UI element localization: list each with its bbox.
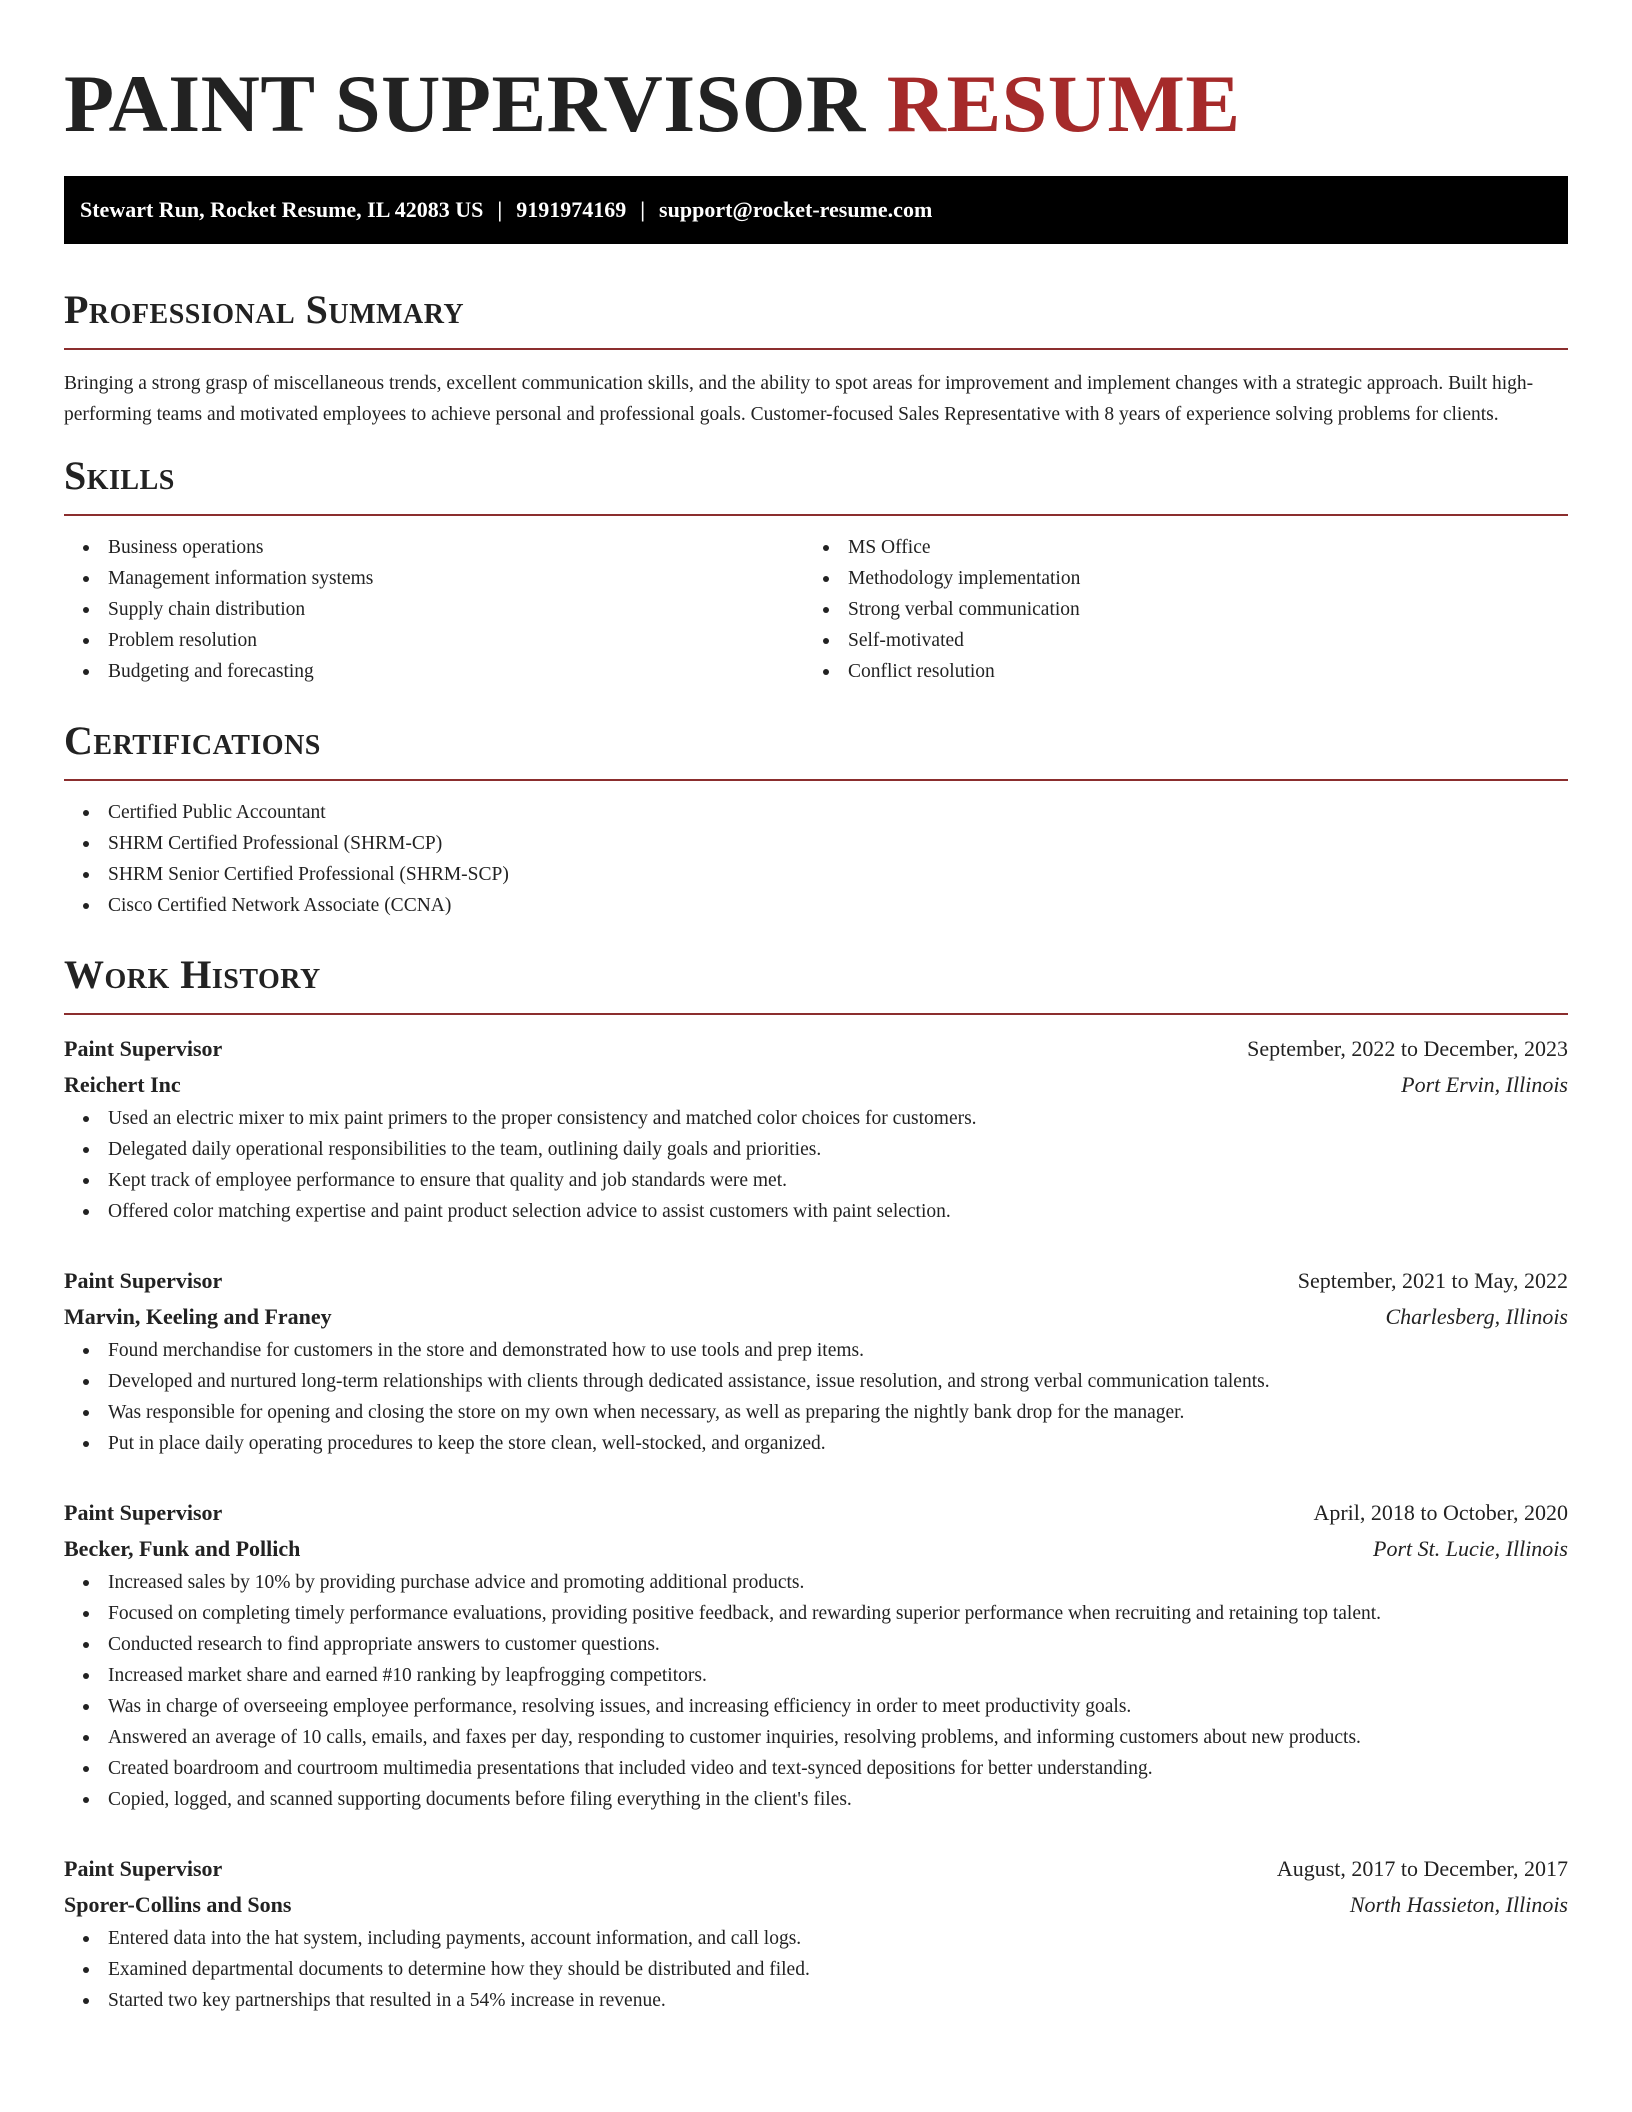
job-company: Marvin, Keeling and Franey xyxy=(64,1304,332,1329)
job-bullet: Created boardroom and courtroom multimedia presentations that included video and text-synced depositions for better understanding. xyxy=(64,1753,1568,1784)
certification-item: SHRM Certified Professional (SHRM-CP) xyxy=(64,828,1568,859)
contact-bar xyxy=(64,176,1568,244)
contact-address: Stewart Run, Rocket Resume, IL 42083 US xyxy=(80,197,484,222)
job-bullet: Found merchandise for customers in the store and demonstrated how to use tools and prep items. xyxy=(64,1335,1568,1366)
job-header-row xyxy=(64,1031,1568,1067)
skill-item: Supply chain distribution xyxy=(64,594,804,625)
section-divider xyxy=(64,1013,1568,1015)
job-subheader-row xyxy=(64,1299,1568,1335)
job-dates: September, 2021 to May, 2022 xyxy=(1297,1268,1568,1293)
summary-section xyxy=(64,286,1568,430)
skill-item: Strong verbal communication xyxy=(804,594,1544,625)
job-title: Paint Supervisor xyxy=(64,1856,223,1881)
job-header-row xyxy=(64,1495,1568,1531)
section-divider xyxy=(64,348,1568,350)
section-heading-work-history: Work History xyxy=(64,952,321,997)
job-bullet: Put in place daily operating procedures to keep the store clean, well-stocked, and organized. xyxy=(64,1428,1568,1459)
skill-item: Self-motivated xyxy=(804,625,1544,656)
section-heading-certifications: Certifications xyxy=(64,718,321,763)
job-bullet: Entered data into the hat system, including payments, account information, and call logs. xyxy=(64,1923,1568,1954)
job-bullet: Developed and nurtured long-term relationships with clients through dedicated assistance, issue resolution, and strong verbal communication talents. xyxy=(64,1366,1568,1397)
section-divider xyxy=(64,779,1568,781)
job-bullet: Examined departmental documents to determine how they should be distributed and filed. xyxy=(64,1954,1568,1985)
contact-separator: | xyxy=(640,197,646,222)
skill-item: Management information systems xyxy=(64,563,804,594)
resume-title xyxy=(64,56,1568,152)
title-accent: RESUME xyxy=(886,58,1241,149)
job-company: Becker, Funk and Pollich xyxy=(64,1536,301,1561)
job-bullet: Copied, logged, and scanned supporting documents before filing everything in the client's files. xyxy=(64,1784,1568,1815)
job-company: Sporer-Collins and Sons xyxy=(64,1892,292,1917)
skill-item: Business operations xyxy=(64,532,804,563)
job-bullet-list xyxy=(64,1567,1568,1815)
title-main: PAINT SUPERVISOR xyxy=(64,58,866,149)
job-location: North Hassieton, Illinois xyxy=(1349,1892,1568,1917)
contact-phone: 9191974169 xyxy=(516,197,627,222)
contact-separator: | xyxy=(497,197,503,222)
certifications-section xyxy=(64,717,1568,921)
job-bullet: Answered an average of 10 calls, emails, and faxes per day, responding to customer inquiries, resolving problems, and informing customers about new products. xyxy=(64,1722,1568,1753)
section-heading-summary: Professional Summary xyxy=(64,287,465,332)
section-divider xyxy=(64,514,1568,516)
job-bullet-list xyxy=(64,1103,1568,1227)
job-company: Reichert Inc xyxy=(64,1072,181,1097)
job-entry xyxy=(64,1263,1568,1459)
job-title: Paint Supervisor xyxy=(64,1036,223,1061)
job-dates: September, 2022 to December, 2023 xyxy=(1247,1036,1568,1061)
job-title: Paint Supervisor xyxy=(64,1268,223,1293)
contact-email: support@rocket-resume.com xyxy=(659,197,933,222)
job-dates: August, 2017 to December, 2017 xyxy=(1276,1856,1568,1881)
skill-item: Budgeting and forecasting xyxy=(64,656,804,687)
job-bullet: Started two key partnerships that resulted in a 54% increase in revenue. xyxy=(64,1985,1568,2016)
job-location: Charlesberg, Illinois xyxy=(1385,1304,1568,1329)
skills-list-right xyxy=(804,532,1544,687)
job-bullet: Kept track of employee performance to ensure that quality and job standards were met. xyxy=(64,1165,1568,1196)
skill-item: Conflict resolution xyxy=(804,656,1544,687)
job-entry xyxy=(64,1031,1568,1227)
job-bullet: Increased sales by 10% by providing purchase advice and promoting additional products. xyxy=(64,1567,1568,1598)
skill-item: MS Office xyxy=(804,532,1544,563)
job-location: Port Ervin, Illinois xyxy=(1401,1072,1568,1097)
job-header-row xyxy=(64,1263,1568,1299)
job-location: Port St. Lucie, Illinois xyxy=(1373,1536,1568,1561)
summary-text: Bringing a strong grasp of miscellaneous trends, excellent communication skills, and the ability to spot areas for improvement and implement changes with a strategic approach. Built high-performing teams and motivated employees to achieve personal and professional goals. Customer-focused Sales Representative with 8 years of experience solving problems for clients. xyxy=(64,373,1534,425)
job-bullet: Offered color matching expertise and paint product selection advice to assist customers with paint selection. xyxy=(64,1196,1568,1227)
certification-item: Cisco Certified Network Associate (CCNA) xyxy=(64,890,1568,921)
job-title: Paint Supervisor xyxy=(64,1500,223,1525)
job-bullet: Was responsible for opening and closing the store on my own when necessary, as well as preparing the nightly bank drop for the manager. xyxy=(64,1397,1568,1428)
work-history-section xyxy=(64,951,1568,2016)
job-bullet: Conducted research to find appropriate answers to customer questions. xyxy=(64,1629,1568,1660)
job-bullet: Focused on completing timely performance evaluations, providing positive feedback, and rewarding superior performance when recruiting and retaining top talent. xyxy=(64,1598,1568,1629)
skills-section xyxy=(64,452,1568,687)
job-header-row xyxy=(64,1851,1568,1887)
job-subheader-row xyxy=(64,1887,1568,1923)
job-bullet-list xyxy=(64,1923,1568,2016)
job-bullet: Increased market share and earned #10 ranking by leapfrogging competitors. xyxy=(64,1660,1568,1691)
skill-item: Methodology implementation xyxy=(804,563,1544,594)
job-entry xyxy=(64,1495,1568,1815)
skill-item: Problem resolution xyxy=(64,625,804,656)
skills-grid xyxy=(64,532,1568,687)
certification-item: Certified Public Accountant xyxy=(64,797,1568,828)
job-bullet: Was in charge of overseeing employee performance, resolving issues, and increasing efficiency in order to meet productivity goals. xyxy=(64,1691,1568,1722)
skills-list-left xyxy=(64,532,804,687)
job-dates: April, 2018 to October, 2020 xyxy=(1313,1500,1568,1525)
job-bullet: Used an electric mixer to mix paint primers to the proper consistency and matched color choices for customers. xyxy=(64,1103,1568,1134)
job-bullet: Delegated daily operational responsibilities to the team, outlining daily goals and priorities. xyxy=(64,1134,1568,1165)
job-subheader-row xyxy=(64,1531,1568,1567)
job-bullet-list xyxy=(64,1335,1568,1459)
certifications-list xyxy=(64,797,1568,921)
job-subheader-row xyxy=(64,1067,1568,1103)
certification-item: SHRM Senior Certified Professional (SHRM-SCP) xyxy=(64,859,1568,890)
section-heading-skills: Skills xyxy=(64,453,175,498)
job-entry xyxy=(64,1851,1568,2016)
